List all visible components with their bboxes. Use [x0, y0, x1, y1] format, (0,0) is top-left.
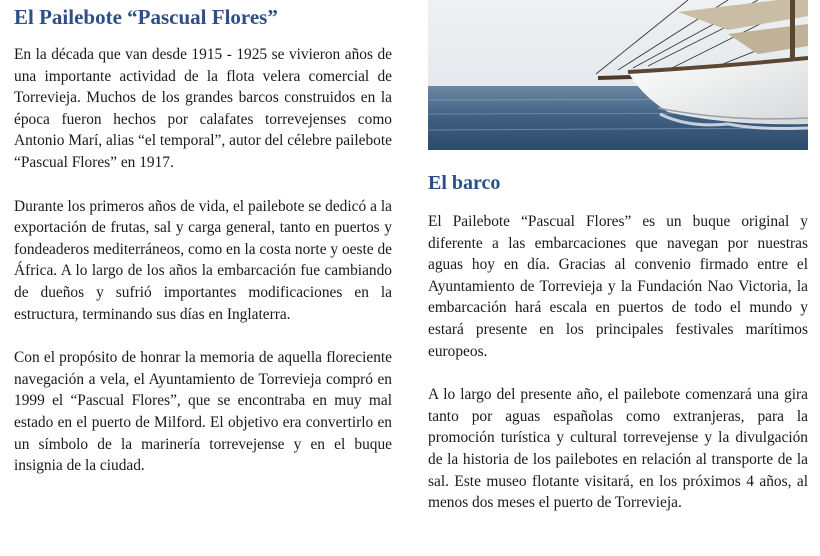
section-title-el-barco: El barco	[428, 172, 501, 194]
left-column	[14, 0, 392, 477]
history-paragraph-1: En la década que van desde 1915 - 1925 se vivieron años de una importante actividad de la flota velera comercial de Torrevieja. Muchos de los grandes barcos construidos en la época fueron hechos por calafates torrevejenses como Antonio Marí, alias “el temporal”, autor del célebre pailebote “Pascual Flores” en 1917.	[14, 46, 392, 171]
right-column	[428, 0, 808, 514]
history-paragraph-3: Con el propósito de honrar la memoria de aquella floreciente navegación a vela, el Ayuntamiento de Torrevieja compró en 1999 el “Pascual Flores”, que se encontraba en muy mal estado en el puerto de Milford. El objetivo era convertirlo en un símbolo de la marinería torrevejense y en el buque insignia de la ciudad.	[14, 349, 392, 475]
history-paragraph-2: Durante los primeros años de vida, el pailebote se dedicó a la exportación de frutas, sal y carga general, tanto en puertos y fondeaderos mediterráneos, como en la costa norte y oeste de África. A lo largo de los años la embarcación fue cambiando de dueños y sufrió importantes modificaciones en la estructura, terminando sus días en Inglaterra.	[14, 197, 392, 323]
sailing-ship-photo	[428, 0, 808, 150]
boat-paragraph-1: El Pailebote “Pascual Flores” es un buque original y diferente a las embarcaciones que navegan por nuestras aguas hoy en día. Gracias al convenio firmado entre el Ayuntamiento de Torrevieja y la Fundación Nao Victoria, la embarcación hará escala en puertos de todo el mundo y estará presente en los principales festivales marítimos europeos.	[428, 213, 808, 360]
boat-paragraph-2: A lo largo del presente año, el pailebote comenzará una gira tanto por aguas españolas como extranjeras, para la promoción turística y cultural torrevejense y la divulgación de la historia de los pailebotes en relación al transporte de la sal. Este museo flotante visitará, en los próximos 4 años, al menos dos meses el puerto de Torrevieja.	[428, 386, 808, 512]
article-title: El Pailebote “Pascual Flores”	[14, 5, 278, 29]
